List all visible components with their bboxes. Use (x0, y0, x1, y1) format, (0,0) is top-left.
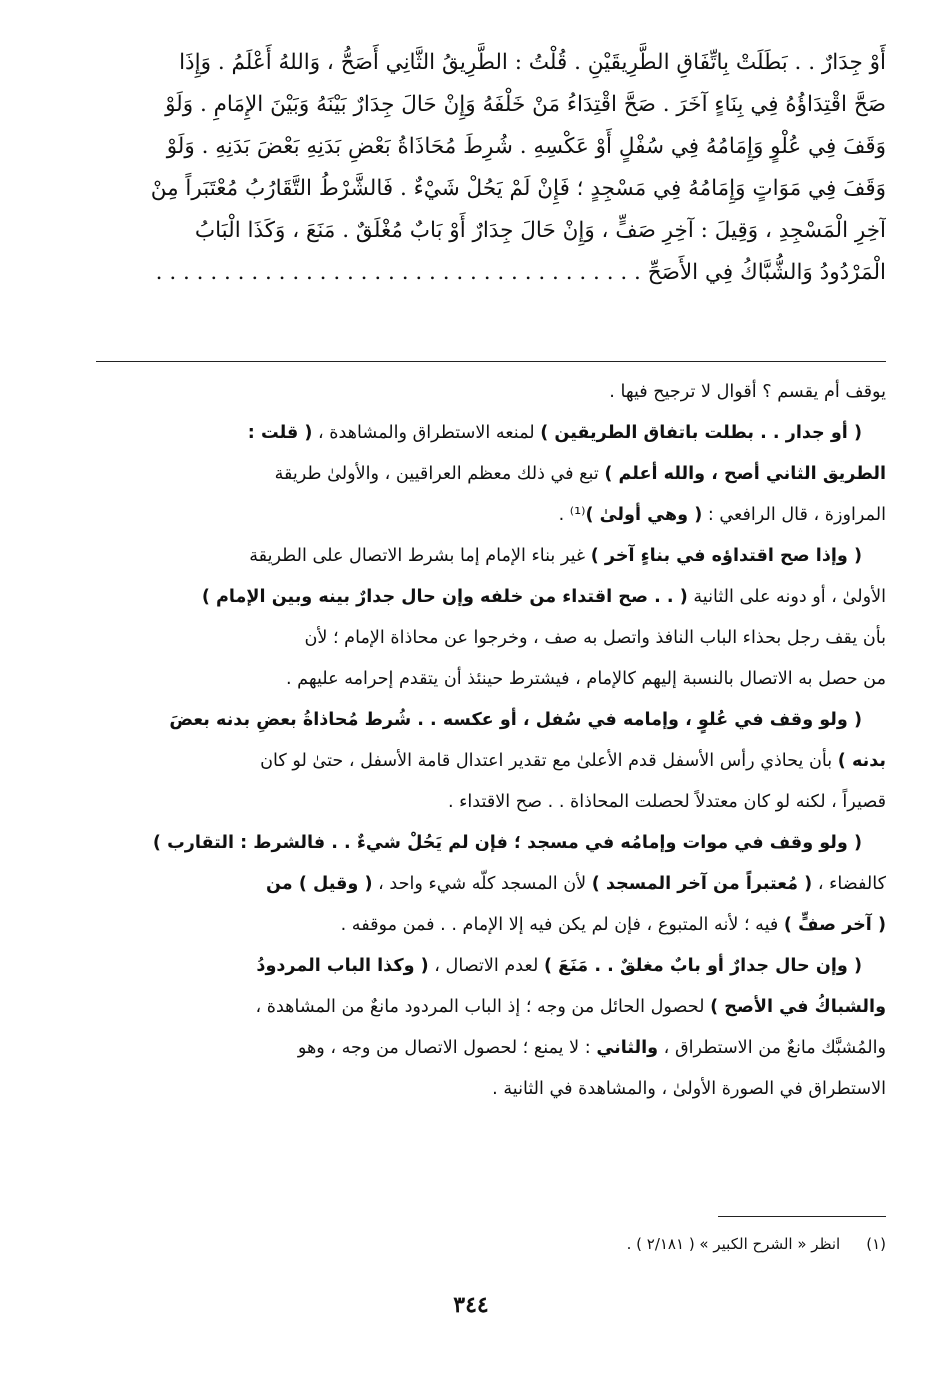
sharh-line (96, 495, 886, 536)
matn-quote: ( آخر صفٍّ ) (783, 915, 886, 935)
sharh-line (96, 905, 886, 946)
matn-quote: ( وقيل ) من (265, 874, 373, 894)
matn-quote: ( مُعتبراً من آخر المسجد ) (591, 874, 813, 894)
footnote (96, 1232, 886, 1256)
matn-quote: بدنه ) (837, 751, 886, 771)
sharh-line: الاستطراق في الصورة الأولىٰ ، والمشاهدة في الثانية . (492, 1079, 886, 1099)
sharh-line (96, 864, 886, 905)
sharh-paragraph (96, 700, 886, 823)
matn-dots: . . . . . . . . . . . . . . . . . . . . . . . . . . . . . . . . . . . . (155, 260, 641, 285)
sharh-paragraph (96, 946, 886, 1110)
matn-quote: ( قلت : (247, 423, 313, 443)
sharh-line (96, 741, 886, 782)
sharh-line: قصيراً ، لكنه لو كان معتدلاً لحصلت المحاذاة . . صح الاقتداء . (447, 792, 886, 812)
matn-quote: ( وإن حال جدارٌ أو بابٌ مغلقٌ . . مَنَعَ ) (543, 956, 862, 976)
sharh-text-block (96, 372, 886, 1110)
footnote-separator-rule (718, 1216, 886, 1217)
commentary-text: المراوزة ، قال الرافعي : (702, 505, 886, 525)
matn-line: أَوْ جِدَارٌ . . بَطَلَتْ بِاتِّفَاقِ الطَّرِيقَيْنِ . قُلْتُ : الطَّرِيقُ الثَّانِي أَصَحُّ ، وَاللهُ أَعْلَمُ . وَإِذَا (179, 50, 886, 75)
commentary-text: فيه ؛ لأنه المتبوع ، فإن لم يكن فيه إلا الإمام . . فمن موقفه . (340, 915, 784, 935)
matn-line: آخِرِ الْمَسْجِدِ ، وَقِيلَ : آخِرِ صَفٍّ ، وَإِنْ حَالَ جِدَارٌ أَوْ بَابٌ مُغْلَقٌ . مَنَعَ ، وَكَذَا الْبَابُ (194, 218, 886, 243)
sharh-paragraph (96, 413, 886, 536)
matn-quote: ( وهي أولىٰ ) (585, 505, 703, 525)
matn-quote: والثاني (596, 1038, 659, 1058)
page-number: ٣٤٤ (453, 1292, 489, 1318)
matn-quote: ( وكذا الباب المردودُ (256, 956, 429, 976)
sharh-line: بأن يقف رجل بحذاء الباب النافذ واتصل به صف ، وخرجوا عن محاذاة الإمام ؛ لأن (304, 628, 886, 648)
sharh-line: ( ولو وقف في موات وإمامُه في مسجد ؛ فإن لم يَحُلْ شيءٌ . . فالشرط : التقارب ) (152, 833, 862, 853)
sharh-paragraph (96, 372, 886, 413)
sharh-line (96, 454, 886, 495)
sharh-paragraph (96, 536, 886, 700)
sharh-line: يوقف أم يقسم ؟ أقوال لا ترجيح فيها . (609, 382, 886, 402)
matn-separator-rule (96, 361, 886, 362)
matn-line: وَقَفَ فِي عُلْوٍ وَإِمَامُهُ فِي سُفْلٍ أَوْ عَكْسِهِ . شُرِطَ مُحَاذَاةُ بَعْضِ بَدَنِهِ بَعْضَ بَدَنِهِ . وَلَوْ (166, 134, 886, 159)
matn-quote: الطريق الثاني أصح ، والله أعلم ) (604, 464, 886, 484)
commentary-text: الأولىٰ ، أو دونه على الثانية (687, 587, 886, 607)
commentary-text: لأن المسجد كلّه شيء واحد ، (372, 874, 592, 894)
sharh-line: ( ولو وقف في عُلوٍ ، وإمامه في سُفل ، أو عكسه . . شُرط مُحاذاةُ بعضِ بدنه بعضَ (169, 710, 862, 730)
sharh-line: من حصل به الاتصال بالنسبة إليهم كالإمام ، فيشترط حينئذ أن يتقدم إحرامه عليهم . (285, 669, 886, 689)
sharh-line (96, 577, 886, 618)
matn-line: وَقَفَ فِي مَوَاتٍ وَإِمَامُهُ فِي مَسْجِدٍ ؛ فَإِنْ لَمْ يَحُلْ شَيْءٌ . فَالشَّرْطُ التَّقَارُبُ مُعْتَبَراً مِنْ (150, 176, 886, 201)
matn-quote: ( وإذا صح اقتداؤه في بناءٍ آخر ) (590, 546, 862, 566)
sharh-line (96, 946, 886, 987)
commentary-text: لمنعه الاستطراق والمشاهدة ، (312, 423, 541, 443)
footnote-text: انظر « الشرح الكبير » ( ٢/١٨١ ) . (626, 1235, 841, 1253)
matn-quote: والشباكُ في الأصح ) (710, 997, 886, 1017)
matn-quote: ( أو جدار . . بطلت باتفاق الطريقين ) (540, 423, 862, 443)
commentary-text: بأن يحاذي رأس الأسفل قدم الأعلىٰ مع تقدير اعتدال قامة الأسفل ، حتىٰ لو كان (260, 751, 838, 771)
commentary-text: : لا يمنع ؛ لحصول الاتصال من وجه ، وهو (297, 1038, 597, 1058)
commentary-text: تبع في ذلك معظم العراقيين ، والأولىٰ طريقة (274, 464, 605, 484)
sharh-line (96, 536, 886, 577)
sharh-line (96, 413, 886, 454)
sharh-line (96, 987, 886, 1028)
matn-quote: ( . . صح اقتداء من خلفه وإن حال جدارٌ بينه وبين الإمام ) (201, 587, 688, 607)
commentary-text: غير بناء الإمام إما بشرط الاتصال على الطريقة (249, 546, 591, 566)
commentary-text: كالفضاء ، (812, 874, 886, 894)
commentary-text: لعدم الاتصال ، (428, 956, 544, 976)
commentary-text: والمُشبَّك مانعٌ من الاستطراق ، (658, 1038, 886, 1058)
matn-line: صَحَّ اقْتِدَاؤُهُ فِي بِنَاءٍ آخَرَ . صَحَّ اقْتِدَاءُ مَنْ خَلْفَهُ وَإِنْ حَالَ جِدَارٌ بَيْنَهُ وَبَيْنَ الإِمَامِ . وَلَوْ (165, 92, 886, 117)
footnote-marker[interactable]: ⁽¹⁾ . (558, 505, 586, 525)
commentary-text: لحصول الحائل من وجه ؛ إذ الباب المردود مانعٌ من المشاهدة ، (255, 997, 711, 1017)
matn-line-last (96, 252, 886, 294)
sharh-paragraph (96, 823, 886, 946)
sharh-line (96, 1028, 886, 1069)
footnote-number: (١) (866, 1235, 886, 1253)
matn-line-text: الْمَرْدُودُ وَالشُّبَّاكُ فِي الأَصَحِّ (647, 260, 886, 285)
matn-text-block (96, 42, 886, 294)
